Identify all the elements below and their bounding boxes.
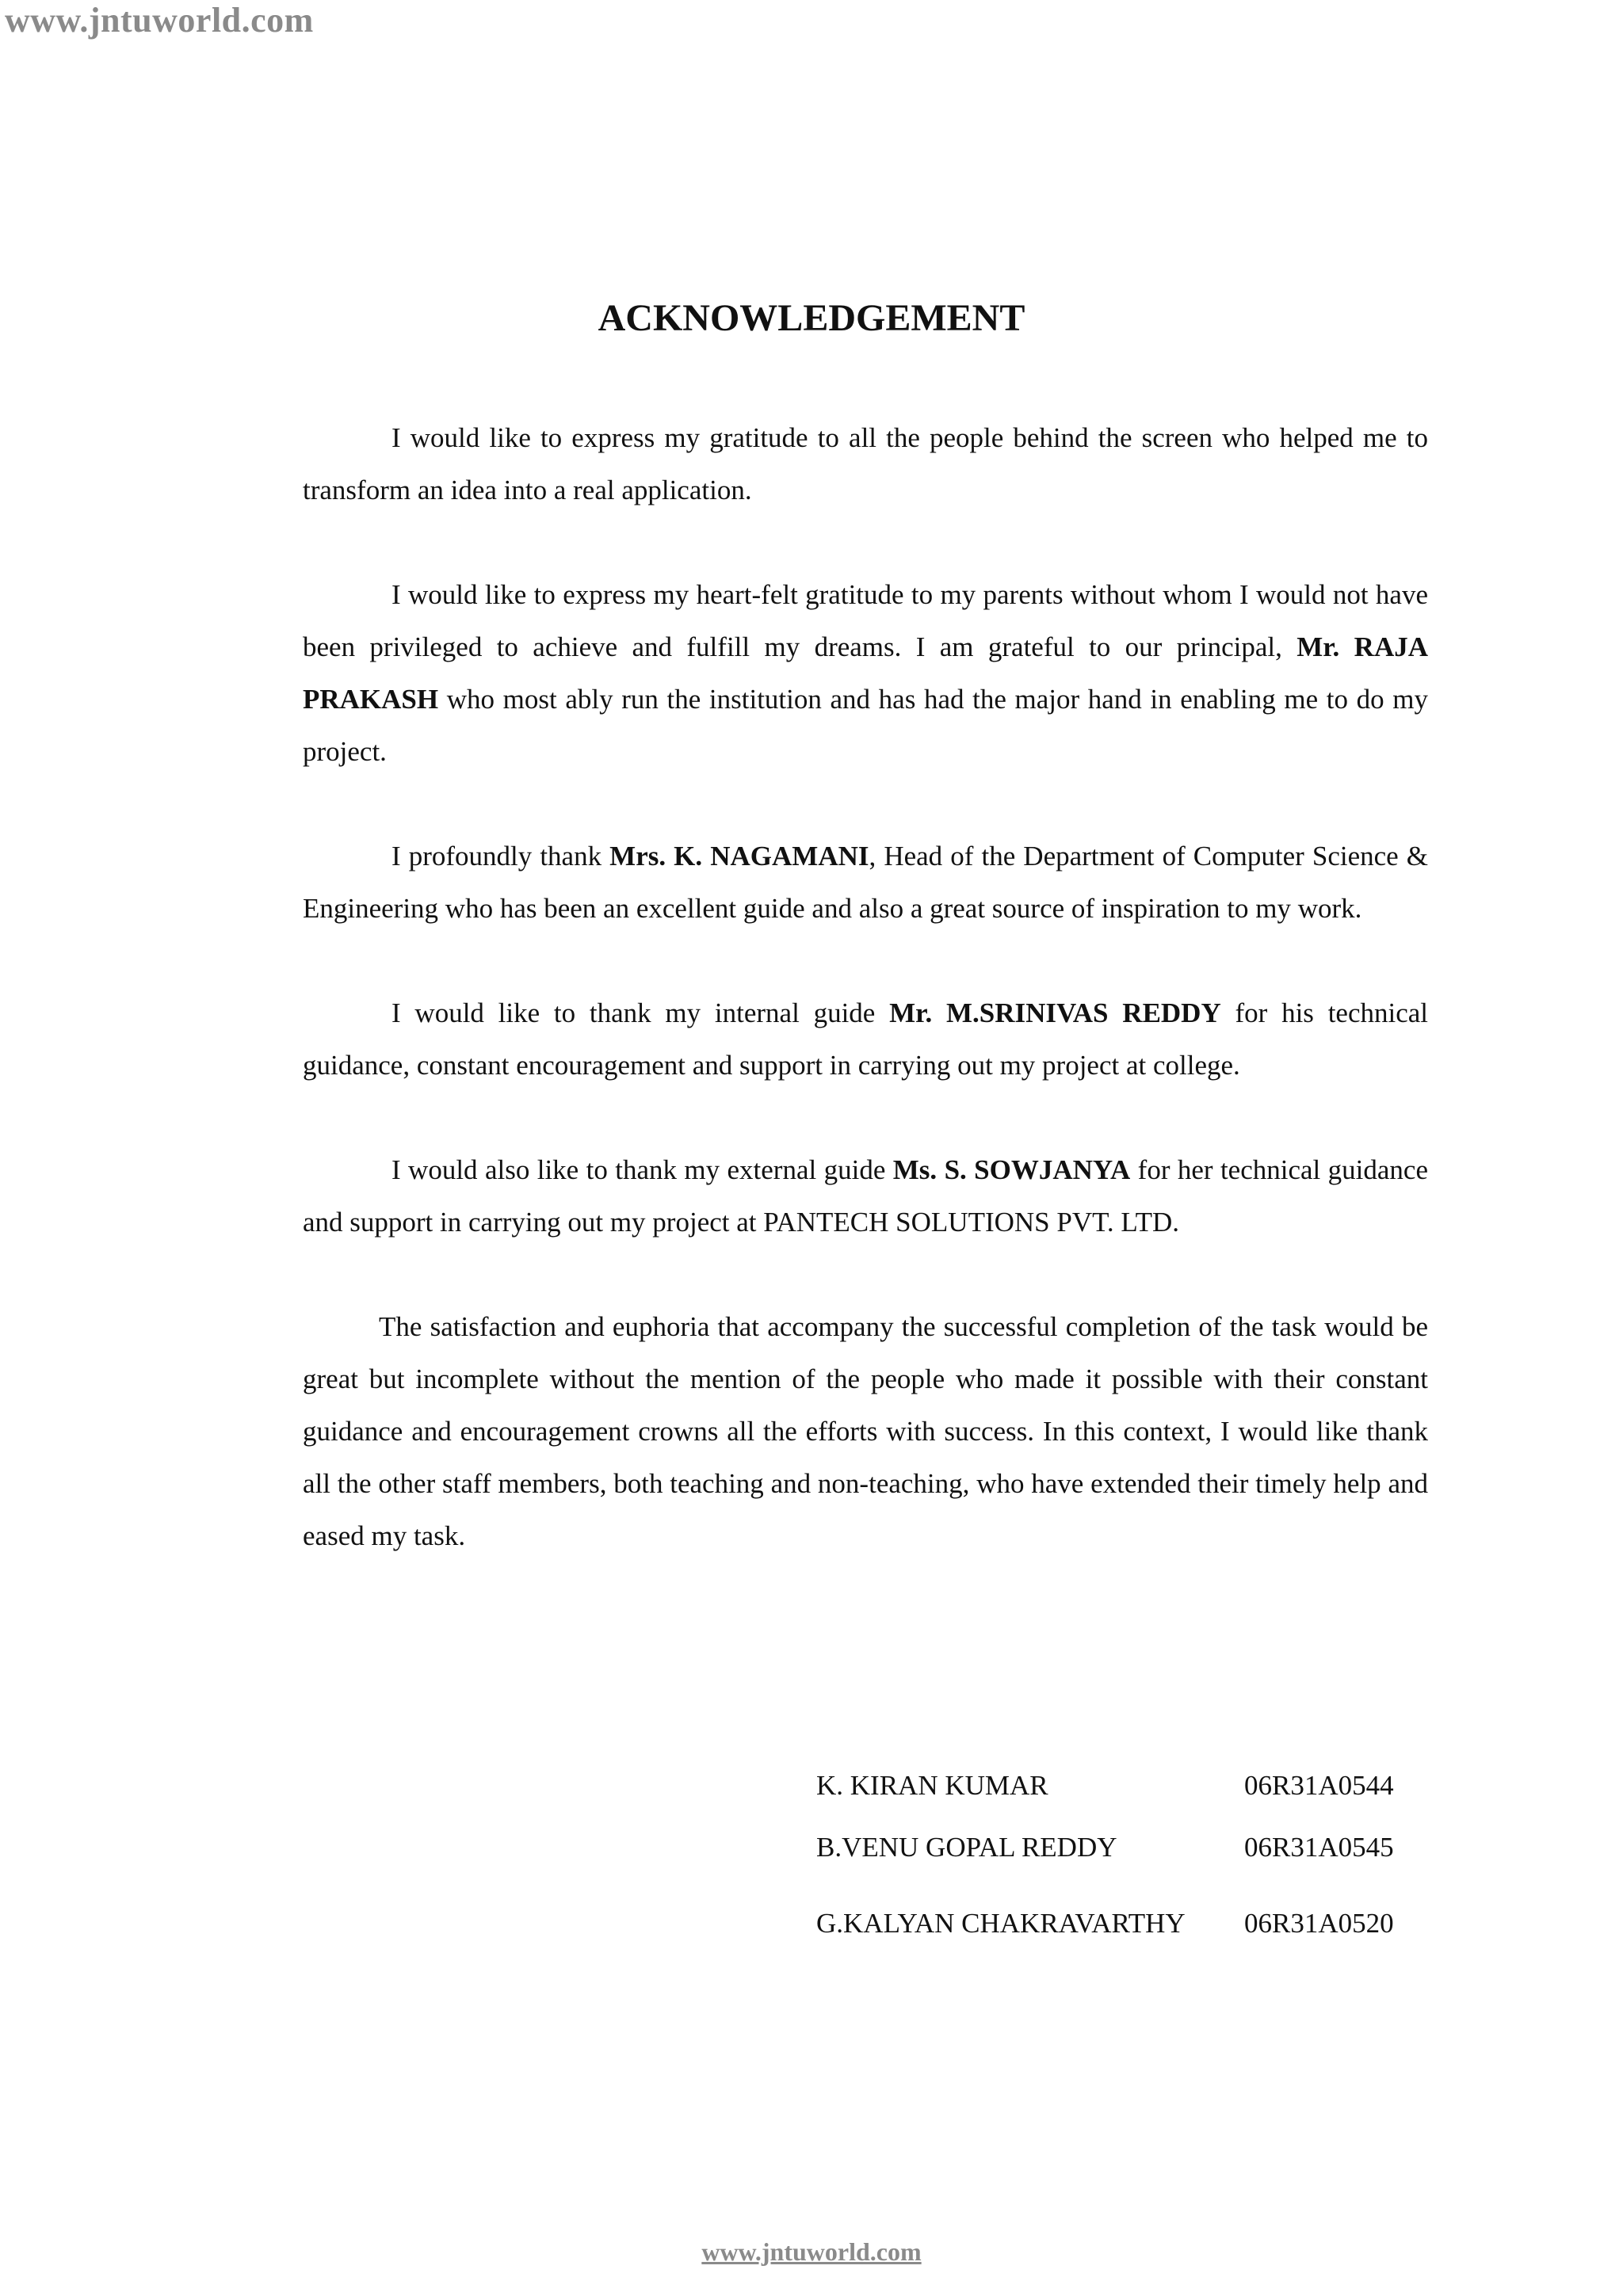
paragraph-text: I profoundly thank bbox=[391, 841, 610, 871]
paragraph-internal-guide bbox=[303, 987, 1428, 1092]
hod-name: Mrs. K. NAGAMANI bbox=[609, 841, 869, 871]
paragraph-text: , Head of the Department of Computer Science & Engineering who has been an excellent guide and also a great source of inspiration to my work. bbox=[303, 841, 1428, 924]
paragraph-parents-principal bbox=[303, 569, 1428, 778]
paragraph-external-guide bbox=[303, 1144, 1428, 1249]
document-body bbox=[303, 412, 1428, 1615]
signatory-name: K. KIRAN KUMAR bbox=[816, 1770, 1048, 1801]
paragraph-text: I would like to express my heart-felt gratitude to my parents without whom I would not have been privileged to achieve and fulfill my dreams. I am grateful to our principal, bbox=[303, 579, 1428, 662]
paragraph-gratitude bbox=[303, 412, 1428, 517]
paragraph-text: I would like to express my gratitude to all the people behind the screen who helped me to transform an idea into a real application. bbox=[303, 422, 1428, 505]
signatory-roll-number: 06R31A0544 bbox=[1244, 1770, 1394, 1801]
principal-name: Mr. RAJA PRAKASH bbox=[303, 631, 1429, 715]
paragraph-text: I would also like to thank my external guide bbox=[391, 1154, 893, 1185]
signatory-row bbox=[816, 1906, 1394, 1941]
signatory-roll-number: 06R31A0545 bbox=[1244, 1832, 1394, 1863]
signatory-row bbox=[816, 1830, 1394, 1865]
signatory-name: G.KALYAN CHAKRAVARTHY bbox=[816, 1908, 1186, 1939]
internal-guide-name: Mr. M.SRINIVAS REDDY bbox=[889, 997, 1221, 1028]
paragraph-hod bbox=[303, 830, 1428, 935]
signatory-row bbox=[816, 1768, 1394, 1803]
signatories-list bbox=[816, 1768, 1394, 1941]
signatory-roll-number: 06R31A0520 bbox=[1244, 1908, 1394, 1939]
watermark-top: www.jntuworld.com bbox=[5, 1, 314, 40]
paragraph-text: The satisfaction and euphoria that accompany the successful completion of the task would be great but incomplete without the mention of the people who made it possible with their constant guidance and encouragement crowns all the efforts with success. In this context, I would like thank all the other staff members, both teaching and non-teaching, who have extended their timely help and eased my task. bbox=[303, 1311, 1428, 1551]
page-title: ACKNOWLEDGEMENT bbox=[598, 297, 1025, 339]
signatory-name: B.VENU GOPAL REDDY bbox=[816, 1832, 1117, 1863]
watermark-bottom-link[interactable]: www.jntuworld.com bbox=[701, 2237, 922, 2266]
paragraph-text: I would like to thank my internal guide bbox=[391, 997, 890, 1028]
paragraph-text: for his technical guidance, constant encouragement and support in carrying out my project at college. bbox=[303, 997, 1429, 1081]
paragraph-text: who most ably run the institution and has had the major hand in enabling me to do my project. bbox=[303, 684, 1428, 767]
external-guide-name: Ms. S. SOWJANYA bbox=[892, 1154, 1131, 1185]
paragraph-text: for her technical guidance and support in carrying out my project at PANTECH SOLUTIONS PVT. LTD. bbox=[303, 1154, 1428, 1238]
paragraph-closing bbox=[303, 1301, 1428, 1562]
